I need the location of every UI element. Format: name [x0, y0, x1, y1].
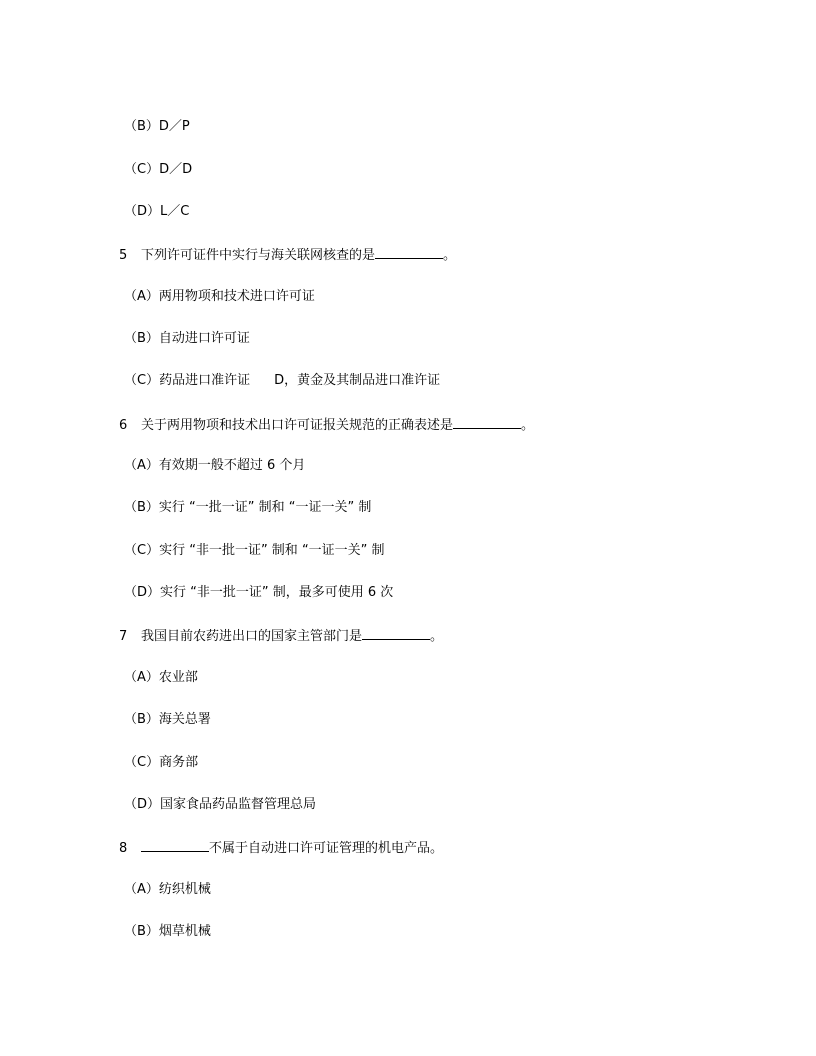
option-line: （C）实行 “非一批一证” 制和 “一证一关” 制	[124, 543, 385, 558]
option-line: （D）国家食品药品监督管理总局	[124, 797, 317, 812]
option-line: （B）烟草机械	[124, 924, 211, 939]
question-line	[119, 416, 534, 434]
option-line: （A）农业部	[124, 670, 198, 685]
question-number: 8	[119, 841, 128, 856]
option-line: （C）D／D	[124, 162, 193, 177]
answer-blank	[141, 839, 209, 852]
answer-blank	[362, 627, 430, 640]
option-line: （B）D／P	[124, 119, 190, 134]
question-end: 。	[443, 248, 457, 263]
option-line: （A）有效期一般不超过 6 个月	[124, 458, 306, 473]
option-line: （A）两用物项和技术进口许可证	[124, 289, 315, 304]
question-text: 关于两用物项和技术出口许可证报关规范的正确表述是	[141, 418, 454, 433]
question-end: 。	[430, 629, 444, 644]
option-line: （B）自动进口许可证	[124, 331, 250, 346]
option-text-2: D，黄金及其制品进口准许证	[274, 373, 441, 388]
question-line	[119, 246, 456, 264]
answer-blank	[375, 246, 443, 259]
question-line	[119, 839, 443, 857]
question-number: 6	[119, 418, 128, 433]
question-line	[119, 627, 443, 645]
question-text: 下列许可证件中实行与海关联网核查的是	[141, 248, 376, 263]
question-end: 。	[521, 418, 535, 433]
option-line: （D）实行 “非一批一证” 制，最多可使用 6 次	[124, 585, 394, 600]
option-line	[124, 373, 440, 389]
question-number: 7	[119, 629, 128, 644]
answer-blank	[453, 416, 521, 429]
option-line: （B）海关总署	[124, 712, 211, 727]
question-text: 我国目前农药进出口的国家主管部门是	[141, 629, 363, 644]
option-line: （B）实行 “一批一证” 制和 “一证一关” 制	[124, 500, 372, 515]
option-line: （A）纺织机械	[124, 882, 211, 897]
question-text: 不属于自动进口许可证管理的机电产品。	[209, 841, 444, 856]
option-line: （C）商务部	[124, 755, 199, 770]
option-line: （D）L／C	[124, 204, 190, 219]
question-number: 5	[119, 248, 128, 263]
option-text: （C）药品进口准许证	[124, 373, 251, 388]
